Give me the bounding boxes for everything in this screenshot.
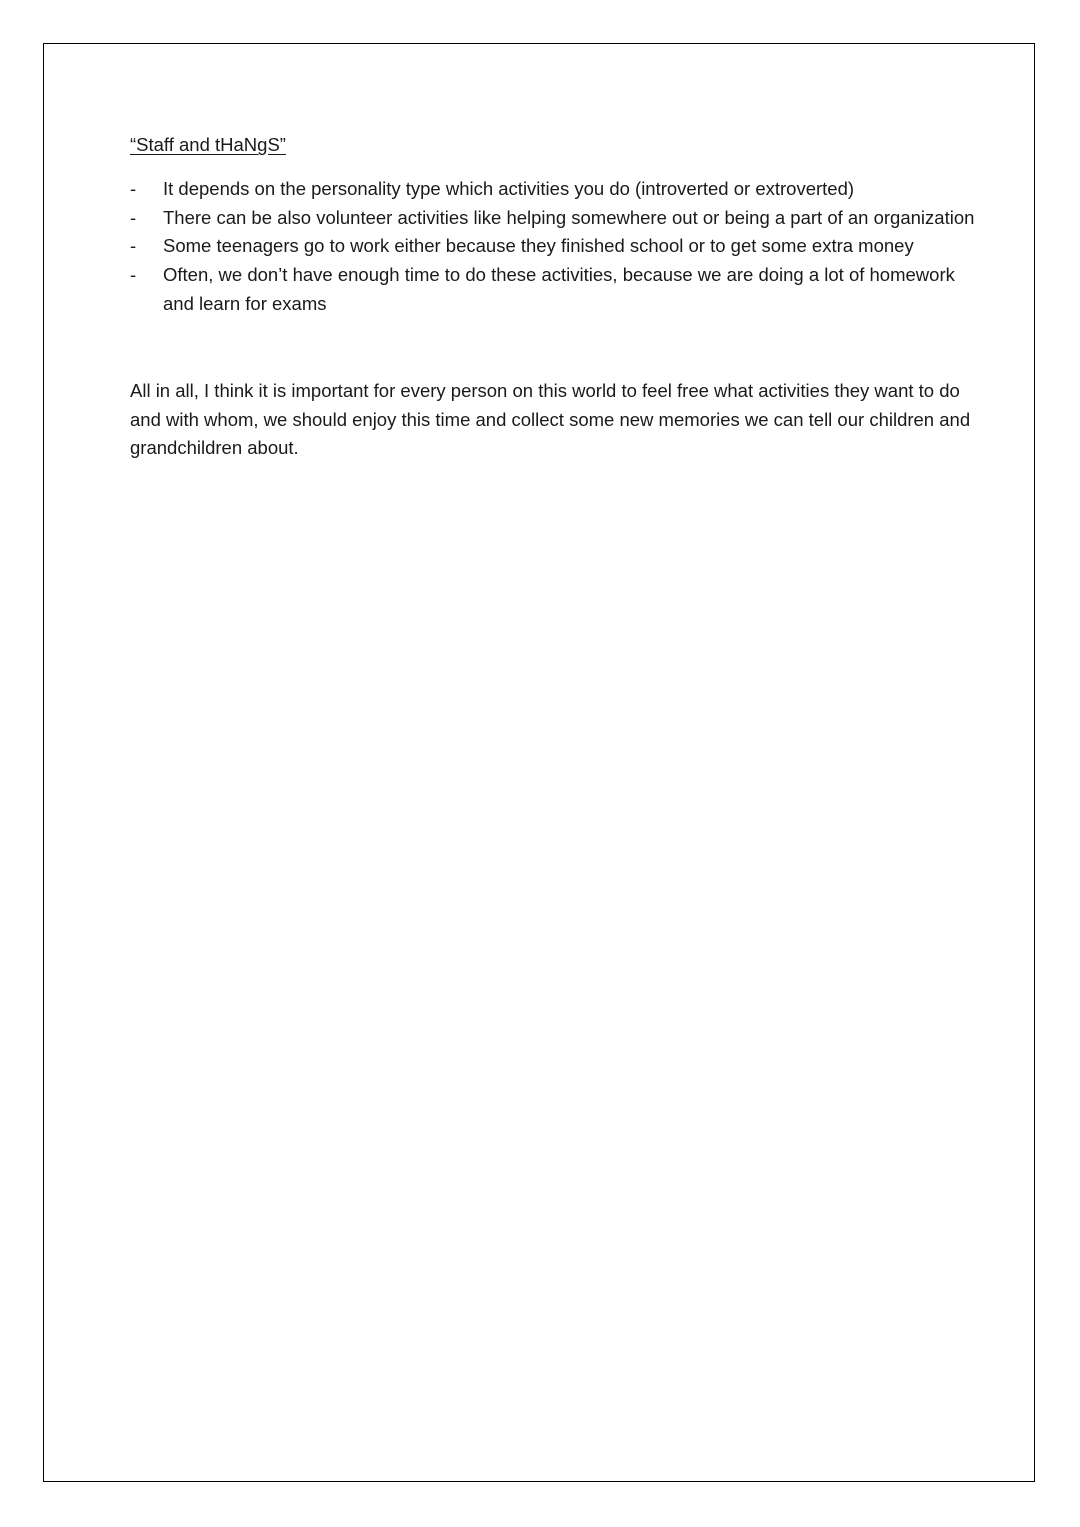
list-item (130, 204, 980, 233)
bullet-dash: - (130, 206, 137, 228)
conclusion-paragraph: All in all, I think it is important for every person on this world to feel free what activities they want to do and with whom, we should enjoy this time and collect some new memories we can tell our children and grandchildren about. (130, 379, 971, 459)
list-item (130, 175, 980, 204)
document-body (130, 131, 980, 463)
bullet-dash: - (130, 264, 137, 286)
bullet-dash: - (130, 235, 137, 257)
list-item-text: Often, we don’t have enough time to do these activities, because we are doing a lot of homework and learn for exams (163, 264, 955, 314)
list-item (130, 261, 980, 319)
list-item-text: It depends on the personality type which activities you do (introverted or extroverted) (163, 177, 855, 199)
list-item-text: Some teenagers go to work either because they finished school or to get some extra money (163, 235, 914, 257)
list-item (130, 232, 980, 261)
list-item-text: There can be also volunteer activities like helping somewhere out or being a part of an organization (163, 206, 975, 228)
section-heading: “Staff and tHaNgS” (130, 134, 286, 155)
bullet-list (130, 175, 980, 319)
bullet-dash: - (130, 177, 137, 199)
